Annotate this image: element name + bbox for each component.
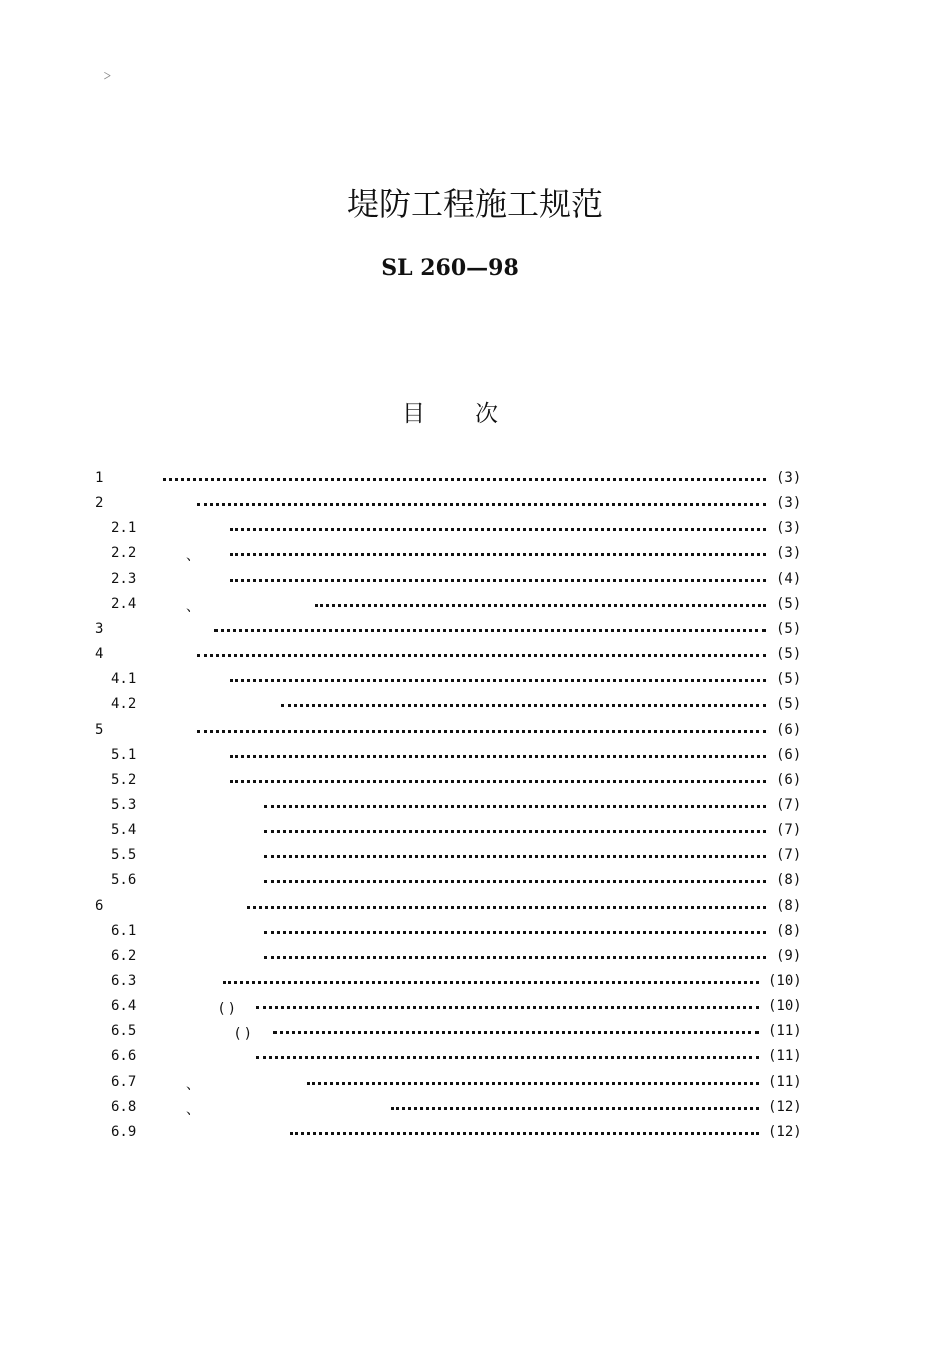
corner-mark: ﹥ [98, 64, 116, 85]
toc-heading: 目次 [402, 401, 548, 427]
toc-leader-dots [273, 1031, 759, 1034]
toc-entry-page: (3) [776, 470, 802, 486]
toc-leader-dots [281, 704, 766, 707]
toc-entry[interactable] [0, 1070, 950, 1095]
toc-entry-page: (7) [776, 796, 802, 813]
toc-entry-page: (5) [776, 696, 802, 713]
toc-entry-number: 6.5 [111, 1023, 137, 1040]
toc-entry[interactable] [0, 466, 950, 491]
toc-entry[interactable] [0, 1044, 950, 1069]
toc-entry-page: (3) [776, 520, 802, 537]
toc-leader-dots [256, 1056, 759, 1059]
toc-entry[interactable] [0, 843, 950, 868]
toc-entry-number: 2.2 [111, 545, 137, 562]
toc-leader-dots [264, 880, 766, 883]
toc-entry-page: (8) [776, 922, 802, 939]
toc-entry[interactable] [0, 541, 950, 566]
toc-leader-dots [197, 654, 766, 657]
toc-leader-dots [223, 981, 759, 984]
document-title: 堤防工程施工规范 [346, 185, 603, 223]
toc-entry-number: 6.7 [111, 1073, 137, 1090]
toc-entry[interactable] [0, 743, 950, 768]
toc-leader-dots [197, 503, 766, 506]
toc-entry-number: 6.1 [111, 922, 137, 939]
toc-entry-mark: 、 [186, 1076, 200, 1093]
toc-entry-number: 5.5 [111, 847, 137, 864]
toc-leader-dots [315, 604, 766, 607]
toc-entry-page: (7) [776, 822, 802, 839]
toc-entry-page: (5) [776, 595, 802, 612]
toc-entry-number: 5.4 [111, 822, 137, 839]
toc-entry-number: 6.4 [111, 998, 137, 1015]
toc-entry[interactable] [0, 692, 950, 717]
toc-leader-dots [230, 780, 766, 783]
toc-leader-dots [230, 755, 766, 758]
toc-entry-page: (3) [776, 545, 802, 562]
toc-entry[interactable] [0, 1120, 950, 1145]
toc-leader-dots [214, 629, 766, 632]
toc-leader-dots [264, 956, 766, 959]
toc-entry[interactable] [0, 516, 950, 541]
toc-entry-page: (5) [776, 646, 802, 663]
toc-entry-page: (6) [776, 771, 802, 788]
toc-entry-number: 4 [95, 646, 104, 663]
toc-entry-page: (10) [768, 973, 802, 989]
toc-leader-dots [230, 679, 766, 682]
toc-leader-dots [197, 730, 766, 733]
toc-entry-page: (9) [776, 947, 802, 964]
toc-entry[interactable] [0, 1095, 950, 1120]
toc-entry[interactable] [0, 868, 950, 893]
toc-entry[interactable] [0, 491, 950, 516]
toc-entry-page: (5) [776, 671, 802, 688]
toc-entry-page: (4) [776, 570, 802, 587]
toc-entry-number: 6.6 [111, 1048, 137, 1065]
toc-entry-page: (11) [768, 1048, 802, 1065]
toc-entry[interactable] [0, 768, 950, 793]
toc-entry-mark: 、 [186, 598, 200, 615]
toc-entry-number: 1 [95, 470, 104, 486]
toc-entry-number: 4.2 [111, 696, 137, 713]
toc-entry-mark: 、 [186, 1101, 200, 1118]
toc-entry-page: (7) [776, 847, 802, 864]
toc-entry-page: (8) [776, 872, 802, 889]
toc-entry-number: 2.4 [111, 595, 137, 612]
toc-entry-page: (6) [776, 721, 802, 738]
toc-entry-number: 6.2 [111, 947, 137, 964]
toc-leader-dots [230, 553, 766, 556]
toc-entry-number: 5.3 [111, 796, 137, 813]
toc-leader-dots [307, 1082, 759, 1085]
toc-entry-number: 5.6 [111, 872, 137, 889]
toc-entry-number: 6.8 [111, 1098, 137, 1115]
toc-leader-dots [247, 906, 766, 909]
toc-entry-number: 5 [95, 721, 104, 738]
toc-entry-page: (12) [768, 1123, 802, 1140]
toc-entry-number: 2.1 [111, 520, 137, 537]
toc-entry-number: 2.3 [111, 570, 137, 587]
toc-entry[interactable] [0, 818, 950, 843]
toc-entry[interactable] [0, 667, 950, 692]
toc-entry-number: 6.3 [111, 973, 137, 989]
toc-leader-dots [290, 1132, 759, 1135]
toc-entry-mark: ( ) [219, 1001, 235, 1018]
toc-entry-page: (12) [768, 1098, 802, 1115]
toc-entry[interactable] [0, 919, 950, 944]
toc-leader-dots [163, 478, 766, 481]
toc-entry[interactable] [0, 969, 950, 994]
toc-leader-dots [256, 1006, 759, 1009]
toc-entry-page: (10) [768, 998, 802, 1015]
toc-leader-dots [391, 1107, 759, 1110]
toc-entry[interactable] [0, 944, 950, 969]
toc-entry[interactable] [0, 642, 950, 667]
toc-entry-page: (3) [776, 495, 802, 512]
toc-entry[interactable] [0, 718, 950, 743]
toc-entry-number: 5.1 [111, 746, 137, 763]
toc-entry-page: (8) [776, 897, 802, 914]
toc-entry-number: 5.2 [111, 771, 137, 788]
toc-entry-mark: 、 [186, 548, 200, 565]
toc-entry[interactable] [0, 894, 950, 919]
toc-entry-page: (11) [768, 1073, 802, 1090]
toc-entry-number: 6.9 [111, 1123, 137, 1140]
toc-entry-number: 6 [95, 897, 104, 914]
toc-leader-dots [264, 805, 766, 808]
document-code: SL 260—98 [381, 255, 519, 281]
toc-entry[interactable] [0, 994, 950, 1019]
toc-entry-mark: ( ) [235, 1026, 251, 1043]
toc-leader-dots [264, 830, 766, 833]
toc-entry-number: 2 [95, 495, 104, 512]
toc-leader-dots [264, 855, 766, 858]
toc-leader-dots [230, 579, 766, 582]
toc-entry[interactable] [0, 592, 950, 617]
toc-entry[interactable] [0, 793, 950, 818]
toc-entry-page: (5) [776, 620, 802, 637]
toc-entry[interactable] [0, 617, 950, 642]
toc-leader-dots [264, 931, 766, 934]
toc-leader-dots [230, 528, 766, 531]
toc-entry[interactable] [0, 567, 950, 592]
toc-entry-page: (11) [768, 1023, 802, 1040]
toc-entry-page: (6) [776, 746, 802, 763]
toc-entry-number: 4.1 [111, 671, 137, 688]
toc-entry[interactable] [0, 1019, 950, 1044]
toc-entry-number: 3 [95, 620, 104, 637]
